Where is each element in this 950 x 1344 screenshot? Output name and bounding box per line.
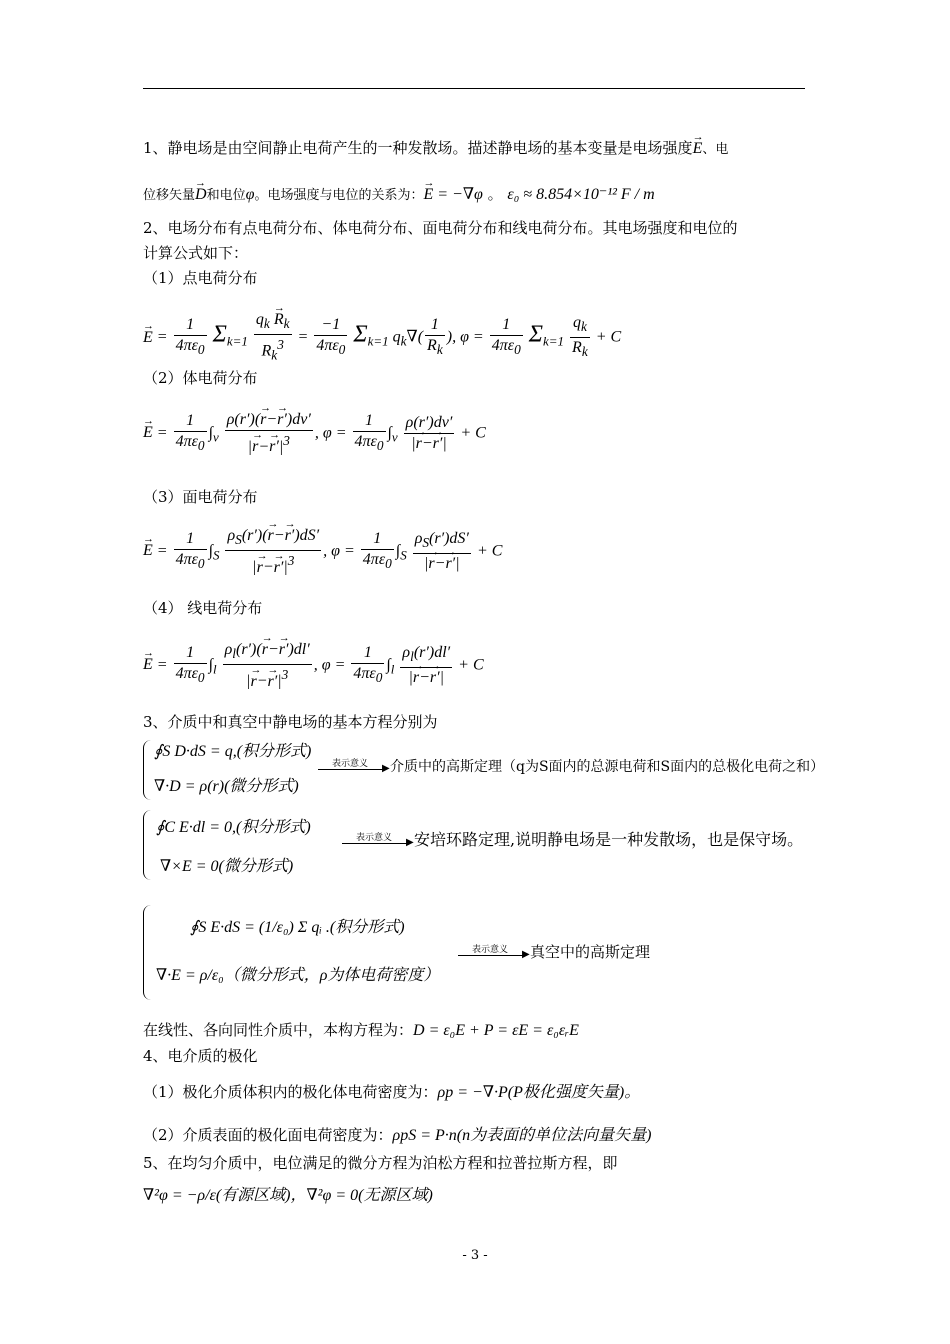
brace-b [143, 810, 152, 880]
constitutive-line: 在线性、各向同性介质中，本构方程为：D = ε₀E + P = εE = ε₀εᵣE [143, 1021, 579, 1039]
arrow-c: 表示意义 ▶ [458, 944, 530, 962]
heading-line-charge: （4） 线电荷分布 [143, 599, 263, 617]
eq-a-integral: ∮S D·dS = q,(积分形式) [154, 743, 312, 760]
formula-volume-charge: → E = $\frac{1}{4\pi\varepsilon_0}$ $\int_v$ $\frac{\rho(r')(\to r-\to r')dv'}{|\to r-\to r'|^3}$ , φ = $\frac{1}{4\pi\varepsilon_0}$ $\int_v$ $\frac{\rho(r')dv'}{|\to r-\to r'|}$ + C [143, 410, 486, 457]
paragraph-4-2: （2）介质表面的极化面电荷密度为：ρpS = P·n(n为表面的单位法向量矢量) [143, 1126, 652, 1144]
paragraph-1-line-1: 1、静电场是由空间静止电荷产生的一种发散场。描述静电场的基本变量是电场强度→ E、电 [143, 138, 728, 160]
eq-c-integral: ∮S E·dS = (1/ε₀) Σ qᵢ .(积分形式) [190, 919, 405, 936]
paragraph-2-line-2: 计算公式如下： [143, 244, 249, 262]
paragraph-2-line-1: 2、电场分布有点电荷分布、体电荷分布、面电荷分布和线电荷分布。其电场强度和电位的 [143, 219, 738, 237]
paragraph-1-line-2: 位移矢量→ D和电位φ。电场强度与电位的关系为：→ E = −∇φ 。 ε₀ ≈ 8.854×10⁻¹² F / m [143, 184, 655, 206]
heading-point-charge: （1）点电荷分布 [143, 269, 258, 287]
arrow-a: 表示意义 ▶ [318, 758, 390, 776]
heading-surface-charge: （3）面电荷分布 [143, 488, 258, 506]
paragraph-5: 5、在均匀介质中，电位满足的微分方程为泊松方程和拉普拉斯方程，即 [143, 1154, 618, 1172]
eq-a-meaning-row: 表示意义 ▶ 介质中的高斯定理（q为S面内的总源电荷和S面内的总极化电荷之和） [318, 757, 824, 777]
paragraph-4: 4、电介质的极化 [143, 1047, 258, 1065]
header-rule [143, 88, 805, 89]
paragraph-5-equation: ∇²φ = −ρ/ε(有源区域)，∇²φ = 0(无源区域) [143, 1187, 433, 1204]
eq-c-differential: ∇·E = ρ/ε₀（微分形式，ρ为体电荷密度） [156, 967, 440, 984]
arrow-b: 表示意义 ▶ [342, 832, 414, 850]
heading-volume-charge: （2）体电荷分布 [143, 369, 258, 387]
formula-line-charge: → E = $\frac{1}{4\pi\varepsilon_0}$ $\int_l$ $\frac{\rho_l(r')(\to r-\to r')dl'}{|\to r-\to r'|^3}$ , φ = $\frac{1}{4\pi\varepsilon_0}$ $\int_l$ $\frac{\rho_l(r')dl'}{|\to r-\to r'|}$ + C [143, 640, 484, 692]
formula-surface-charge: → E = $\frac{1}{4\pi\varepsilon_0}$ $\int_S$ $\frac{\rho_S(r')(\to r-\to r')dS'}{|\to r-\to r'|^3}$ , φ = $\frac{1}{4\pi\varepsilon_0}$ $\int_S$ $\frac{\rho_S(r')dS'}{|\to r-\to r'|}$ + C [143, 526, 502, 578]
eq-b-integral: ∮C E·dl = 0,(积分形式) [156, 819, 311, 836]
formula-point-charge: → E = $\frac{1}{4\pi\varepsilon_0}$ $\Sigma_{k=1}$ $\frac{q_k \to R_k}{R_k^3}$ = $\frac{-1}{4\pi\varepsilon_0}$ $\Sigma_{k=1}$ $q_k\nabla$( $\frac{1}{R_k}$ ), φ = $\frac{1}{4\pi\varepsilon_0}$ $\Sigma_{k=1}$ $\frac{q_k}{R_k}$ + C [143, 310, 621, 366]
brace-c [143, 905, 152, 1000]
eq-b-differential: ∇×E = 0(微分形式) [160, 858, 294, 875]
page-number: - 3 - [462, 1248, 488, 1263]
eq-c-meaning-row: 表示意义 ▶ 真空中的高斯定理 [458, 942, 650, 962]
eq-b-meaning-row: 表示意义 ▶ 安培环路定理,说明静电场是一种发散场，也是保守场。 [342, 830, 803, 850]
paragraph-3: 3、介质中和真空中静电场的基本方程分别为 [143, 713, 438, 731]
eq-a-differential: ∇·D = ρ(r)(微分形式) [154, 778, 299, 795]
brace-a [143, 740, 152, 800]
paragraph-4-1: （1）极化介质体积内的极化体电荷密度为：ρp = −∇·P(P极化强度矢量)。 [143, 1083, 641, 1101]
